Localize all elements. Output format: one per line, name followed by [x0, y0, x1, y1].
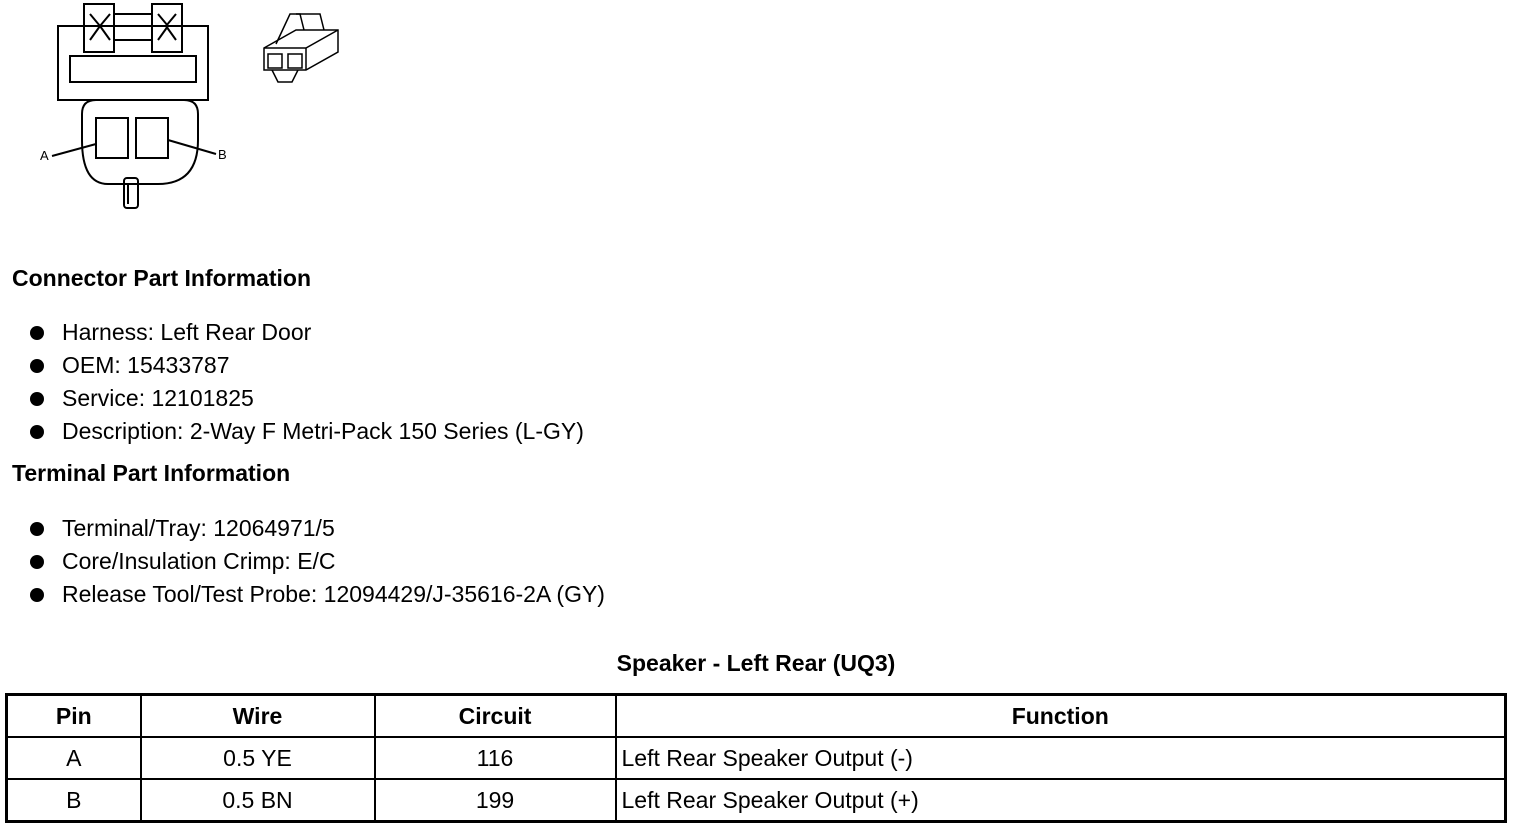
table-row: [7, 779, 1506, 822]
header-function: Function: [616, 695, 1506, 738]
connector-thumbnail-icon: [264, 14, 338, 82]
header-wire: Wire: [141, 695, 375, 738]
connector-section-title: Connector Part Information: [12, 265, 312, 291]
list-item: Harness: Left Rear Door: [28, 316, 584, 349]
header-circuit: Circuit: [375, 695, 616, 738]
cell-function: Left Rear Speaker Output (-): [616, 737, 1506, 779]
cell-circuit: 199: [375, 779, 616, 822]
cell-wire: 0.5 YE: [141, 737, 375, 779]
table-row: [7, 737, 1506, 779]
cell-wire: 0.5 BN: [141, 779, 375, 822]
cell-pin: B: [7, 779, 141, 822]
cell-function: Left Rear Speaker Output (+): [616, 779, 1506, 822]
list-item: OEM: 15433787: [28, 349, 584, 382]
pin-b-label: B: [218, 147, 227, 162]
list-item: Terminal/Tray: 12064971/5: [28, 512, 605, 545]
terminal-section-title: Terminal Part Information: [12, 460, 291, 486]
table-title: Speaker - Left Rear (UQ3): [616, 650, 896, 676]
connector-info-list: [28, 316, 584, 448]
terminal-info-list: [28, 512, 605, 611]
pin-table: [5, 693, 1507, 823]
table-header-row: [7, 695, 1506, 738]
header-pin: Pin: [7, 695, 141, 738]
connector-diagram: [0, 0, 360, 220]
pin-a-label: A: [40, 148, 49, 163]
cell-circuit: 116: [375, 737, 616, 779]
list-item: Description: 2-Way F Metri-Pack 150 Series (L-GY): [28, 415, 584, 448]
list-item: Release Tool/Test Probe: 12094429/J-35616-2A (GY): [28, 578, 605, 611]
list-item: Core/Insulation Crimp: E/C: [28, 545, 605, 578]
cell-pin: A: [7, 737, 141, 779]
list-item: Service: 12101825: [28, 382, 584, 415]
